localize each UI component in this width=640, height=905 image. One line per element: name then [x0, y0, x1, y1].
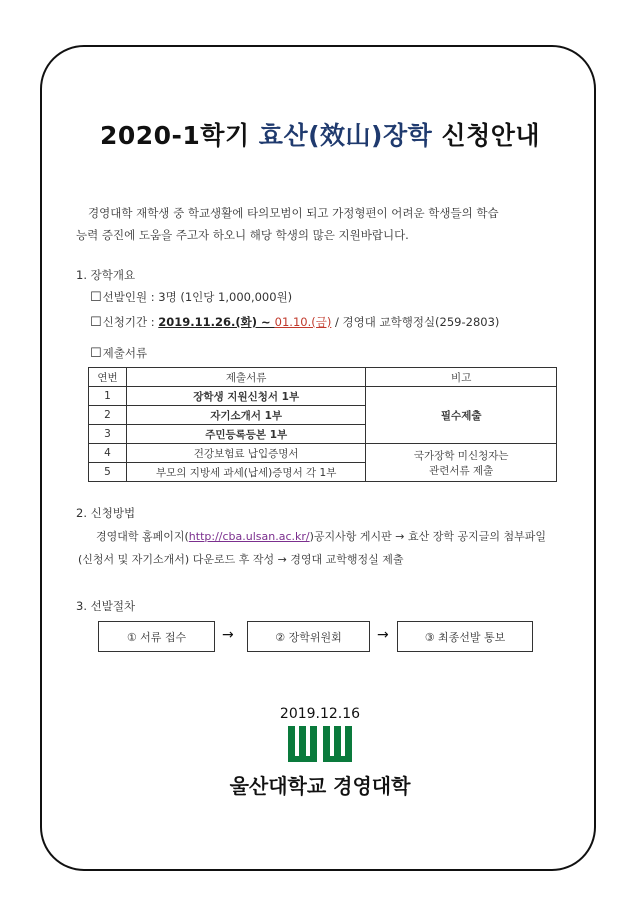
- arrow-right-icon: →: [377, 627, 389, 643]
- school-name: 울산대학교 경영대학: [229, 774, 411, 798]
- checkbox-icon: [90, 290, 103, 304]
- table-row: [89, 387, 557, 406]
- section-1-heading: 1. 장학개요: [76, 268, 136, 282]
- header-note: 비고: [366, 368, 557, 387]
- row-number: 4: [89, 444, 127, 463]
- section-2-heading: 2. 신청방법: [76, 506, 136, 520]
- step-document-submission: ① 서류 접수: [98, 621, 215, 652]
- row-number: 5: [89, 463, 127, 482]
- documents-label: ☐ 제출서류: [90, 345, 147, 361]
- university-logo-icon: [288, 726, 352, 762]
- note-national: 국가장학 미신청자는 관련서류 제출: [366, 444, 557, 482]
- row-number: 1: [89, 387, 127, 406]
- homepage-link[interactable]: http://cba.ulsan.ac.kr/: [188, 530, 310, 543]
- step-scholarship-committee: ② 장학위원회: [247, 621, 370, 652]
- method-line-1: 경영대학 홈페이지(http://cba.ulsan.ac.kr/)공지사항 게시판 → 효산 장학 공지글의 첨부파일: [96, 530, 547, 543]
- arrow-right-icon: →: [222, 627, 234, 643]
- section-3-heading: 3. 선발절차: [76, 599, 136, 613]
- intro-line-1: 경영대학 재학생 중 학교생활에 타의모범이 되고 가정형편이 어려운 학생들의 학습: [88, 206, 499, 220]
- row-number: 3: [89, 425, 127, 444]
- table-row: [89, 444, 557, 463]
- row-document: 부모의 지방세 과세(납세)증명서 각 1부: [126, 463, 365, 482]
- row-number: 2: [89, 406, 127, 425]
- row-document: 주민등록등본 1부: [126, 425, 365, 444]
- selection-count: ☐ 선발인원 : 3명 (1인당 1,000,000원): [90, 289, 292, 305]
- intro-paragraph: [76, 202, 566, 246]
- header-number: 연번: [89, 368, 127, 387]
- step-final-notice: ③ 최종선발 통보: [397, 621, 533, 652]
- header-document: 제출서류: [126, 368, 365, 387]
- method-line-2: (신청서 및 자기소개서) 다운로드 후 작성 → 경영대 교학행정실 제출: [78, 553, 404, 566]
- documents-table: [88, 367, 557, 482]
- page-title: 2020-1학기 효산(效山)장학 신청안내: [99, 121, 541, 150]
- checkbox-icon: [90, 315, 103, 329]
- row-document: 자기소개서 1부: [126, 406, 365, 425]
- note-required: 필수제출: [366, 387, 557, 444]
- notice-date: 2019.12.16: [279, 706, 361, 722]
- row-document: 장학생 지원신청서 1부: [126, 387, 365, 406]
- intro-line-2: 능력 증진에 도움을 주고자 하오니 해당 학생의 많은 지원바랍니다.: [76, 228, 409, 242]
- table-header-row: [89, 368, 557, 387]
- application-period: ☐ 신청기간 : 2019.11.26.(화) ~ 01.10.(금) / 경영대 교학행정실(259-2803): [90, 314, 499, 330]
- checkbox-icon: [90, 346, 103, 360]
- row-document: 건강보험료 납입증명서: [126, 444, 365, 463]
